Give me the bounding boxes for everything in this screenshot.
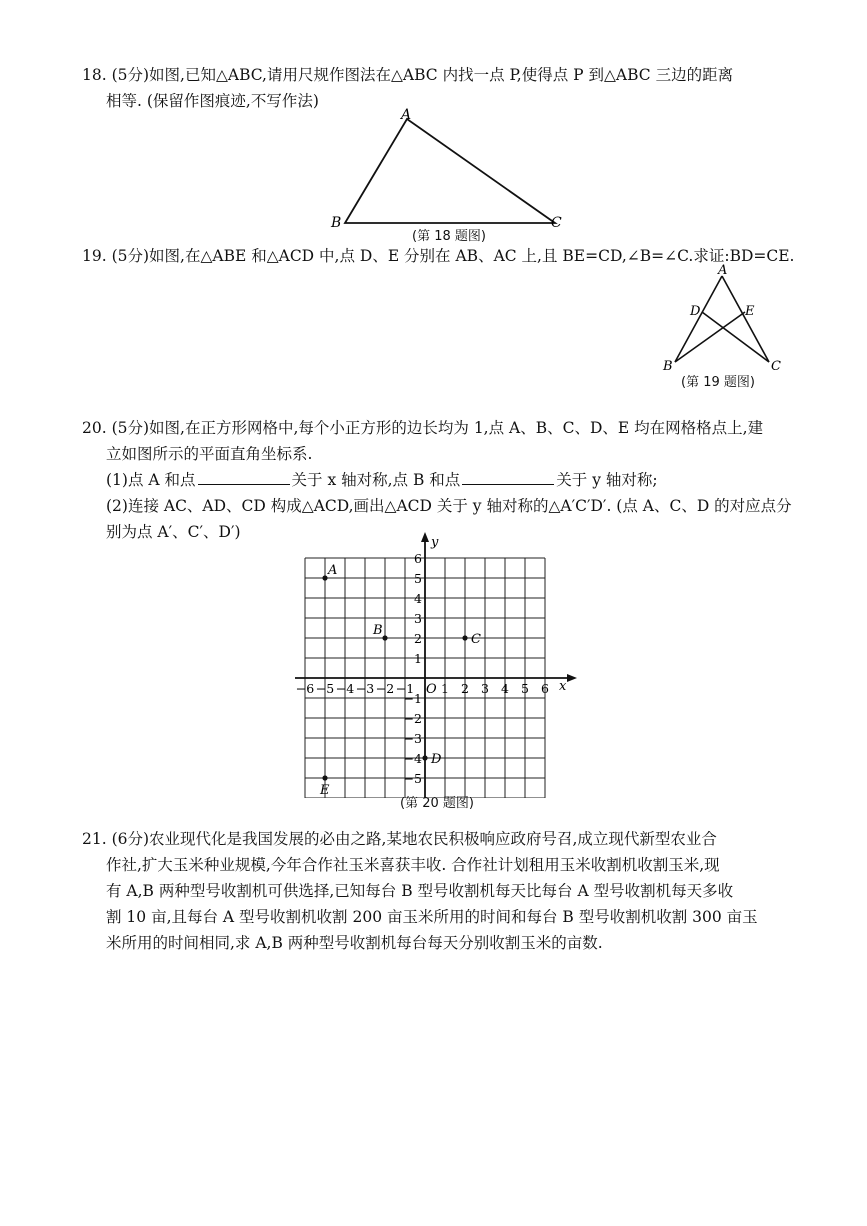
y-tick-label: −4 bbox=[403, 751, 422, 766]
x-tick-label: −6 bbox=[295, 681, 315, 696]
label-c: C bbox=[771, 359, 781, 374]
x-axis-arrow bbox=[567, 674, 577, 682]
y-tick-label: −2 bbox=[403, 711, 422, 726]
q21-text-line3: 有 A,B 两种型号收割机可供选择,已知每台 B 型号收割机每天比每台 A 型号收割机每天多收 bbox=[106, 882, 734, 900]
point-b bbox=[382, 635, 387, 640]
y-tick-label: −5 bbox=[403, 771, 422, 786]
y-tick-label: 3 bbox=[414, 611, 422, 626]
answer-blank-1[interactable] bbox=[198, 468, 290, 485]
y-axis-label: y bbox=[431, 535, 439, 550]
point-label-b: B bbox=[373, 623, 383, 638]
label-d: D bbox=[690, 304, 701, 319]
q20-part1-a: (1)点 A 和点 bbox=[106, 471, 196, 489]
q20-part2-line2: 别为点 A′、C′、D′) bbox=[106, 523, 241, 541]
x-tick-label: −3 bbox=[355, 681, 375, 696]
q19-text-line1: 19. (5分)如图,在△ABE 和△ACD 中,点 D、E 分别在 AB、AC 上,且 BE=CD,∠B=∠C.求证:BD=CE. bbox=[82, 247, 795, 265]
point-label-c: C bbox=[471, 632, 481, 647]
q20-part1-c: 关于 y 轴对称; bbox=[556, 471, 658, 489]
point-label-d: D bbox=[431, 752, 442, 767]
y-tick-label: 4 bbox=[414, 591, 422, 606]
x-tick-label: 2 bbox=[461, 681, 469, 696]
label-a: A bbox=[401, 107, 412, 123]
q20-text-line2: 立如图所示的平面直角坐标系. bbox=[106, 445, 313, 463]
q20-caption: (第 20 题图) bbox=[400, 796, 474, 811]
point-d bbox=[422, 755, 427, 760]
x-tick-label: 4 bbox=[501, 681, 509, 696]
q19-figure bbox=[655, 262, 790, 374]
label-a: A bbox=[718, 263, 728, 278]
q20-text-line1: 20. (5分)如图,在正方形网格中,每个小正方形的边长均为 1,点 A、B、C、D、E 均在网格格点上,建 bbox=[82, 419, 764, 437]
x-tick-label: −1 bbox=[395, 681, 415, 696]
q21-text-line2: 作社,扩大玉米种业规模,今年合作社玉米喜获丰收. 合作社计划租用玉米收割机收割玉米,现 bbox=[106, 856, 720, 874]
q20-coordinate-grid bbox=[290, 528, 590, 798]
y-tick-label: 6 bbox=[414, 551, 422, 566]
x-tick-label: 1 bbox=[441, 681, 449, 696]
segment-ab bbox=[675, 276, 722, 362]
q18-triangle-figure bbox=[325, 105, 575, 230]
x-tick-label: 6 bbox=[541, 681, 549, 696]
origin-label: O bbox=[426, 682, 437, 697]
x-axis-label: x bbox=[559, 679, 567, 694]
point-a bbox=[322, 575, 327, 580]
point-label-e: E bbox=[320, 783, 330, 798]
q18-text-line2: 相等. (保留作图痕迹,不写作法) bbox=[106, 92, 319, 110]
x-tick-label: −2 bbox=[375, 681, 395, 696]
q21-text-line1: 21. (6分)农业现代化是我国发展的必由之路,某地农民积极响应政府号召,成立现代新型农业合 bbox=[82, 830, 717, 848]
label-b: B bbox=[663, 359, 673, 374]
segment-ac bbox=[722, 276, 769, 362]
question-21 bbox=[82, 826, 802, 956]
q21-text-line5: 米所用的时间相同,求 A,B 两种型号收割机每台每天分别收割玉米的亩数. bbox=[106, 934, 603, 952]
point-label-a: A bbox=[328, 563, 338, 578]
label-c: C bbox=[551, 215, 562, 230]
q20-part1-b: 关于 x 轴对称,点 B 和点 bbox=[291, 471, 461, 489]
x-tick-label: −5 bbox=[315, 681, 335, 696]
y-tick-label: −1 bbox=[403, 691, 422, 706]
q20-part2-line1: (2)连接 AC、AD、CD 构成△ACD,画出△ACD 关于 y 轴对称的△A′C′D′. (点 A、C、D 的对应点分 bbox=[106, 497, 792, 515]
x-tick-label: 5 bbox=[521, 681, 529, 696]
q21-text-line4: 割 10 亩,且每台 A 型号收割机收割 200 亩玉米所用的时间和每台 B 型号收割机收割 300 亩玉 bbox=[106, 908, 758, 926]
q18-text-line1: 18. (5分)如图,已知△ABC,请用尺规作图法在△ABC 内找一点 P,使得点 P 到△ABC 三边的距离 bbox=[82, 66, 734, 84]
y-axis-arrow bbox=[421, 532, 429, 542]
x-tick-label: 3 bbox=[481, 681, 489, 696]
q18-caption: (第 18 题图) bbox=[412, 229, 486, 244]
y-tick-label: 2 bbox=[414, 631, 422, 646]
y-tick-label: −3 bbox=[403, 731, 422, 746]
answer-blank-2[interactable] bbox=[462, 468, 554, 485]
label-b: B bbox=[331, 215, 342, 230]
label-e: E bbox=[745, 304, 755, 319]
tick-labels bbox=[296, 551, 549, 786]
q20-part1 bbox=[82, 467, 802, 493]
y-tick-label: 5 bbox=[414, 571, 422, 586]
triangle-abc bbox=[345, 119, 555, 223]
point-e bbox=[322, 775, 327, 780]
x-tick-label: −4 bbox=[335, 681, 355, 696]
question-20 bbox=[82, 415, 802, 545]
y-tick-label: 1 bbox=[414, 651, 422, 666]
q19-caption: (第 19 题图) bbox=[681, 375, 755, 390]
point-c bbox=[462, 635, 467, 640]
